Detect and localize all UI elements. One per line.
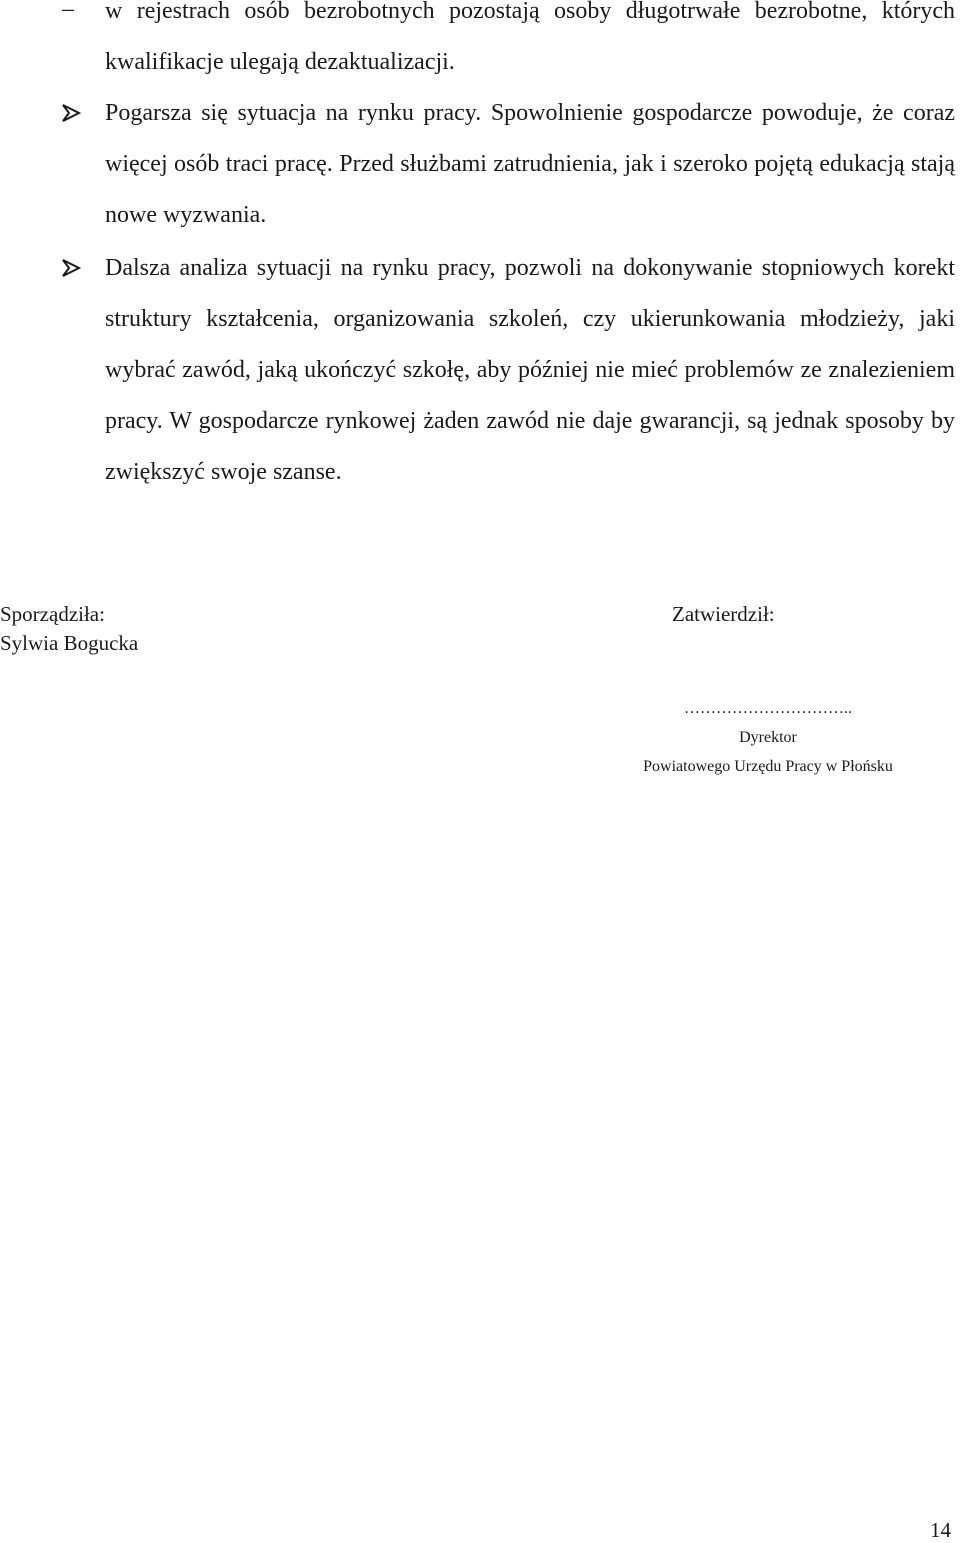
director-title: Dyrektor	[739, 729, 797, 746]
director-office: Powiatowego Urzędu Pracy w Płońsku	[643, 758, 893, 775]
list-item-text: Dalsza analiza sytuacji na rynku pracy, pozwoli na dokonywanie stopniowych korekt struktury kształcenia, organizowania szkoleń, czy ukierunkowania młodzieży, jaki wybrać zawód, jaką ukończyć szkołę, aby później nie mieć problemów ze znalezieniem pracy. W gospodarcze rynkowej żaden zawód nie daje gwarancji, są jednak sposoby by zwiększyć swoje szanse.	[105, 255, 955, 485]
list-item-text: w rejestrach osób bezrobotnych pozostają osoby długotrwałe bezrobotne, których kwalifikacje ulegają dezaktualizacji.	[105, 0, 955, 75]
approved-label: Zatwierdził:	[672, 602, 775, 626]
prepared-name: Sylwia Bogucka	[0, 631, 139, 655]
director-block	[600, 694, 936, 781]
arrow-bullet-icon	[60, 102, 82, 124]
signature-line: …………………………..	[684, 700, 852, 717]
prepared-label: Sporządziła:	[0, 602, 105, 626]
page-number: 14	[930, 1518, 951, 1542]
list-item-text: Pogarsza się sytuacja na rynku pracy. Spowolnienie gospodarcze powoduje, że coraz więcej osób traci pracę. Przed służbami zatrudnienia, jak i szeroko pojętą edukacją stają nowe wyzwania.	[105, 100, 955, 228]
arrow-bullet-icon	[60, 257, 82, 279]
prepared-by-block	[0, 600, 138, 658]
dash-bullet: –	[62, 0, 74, 22]
